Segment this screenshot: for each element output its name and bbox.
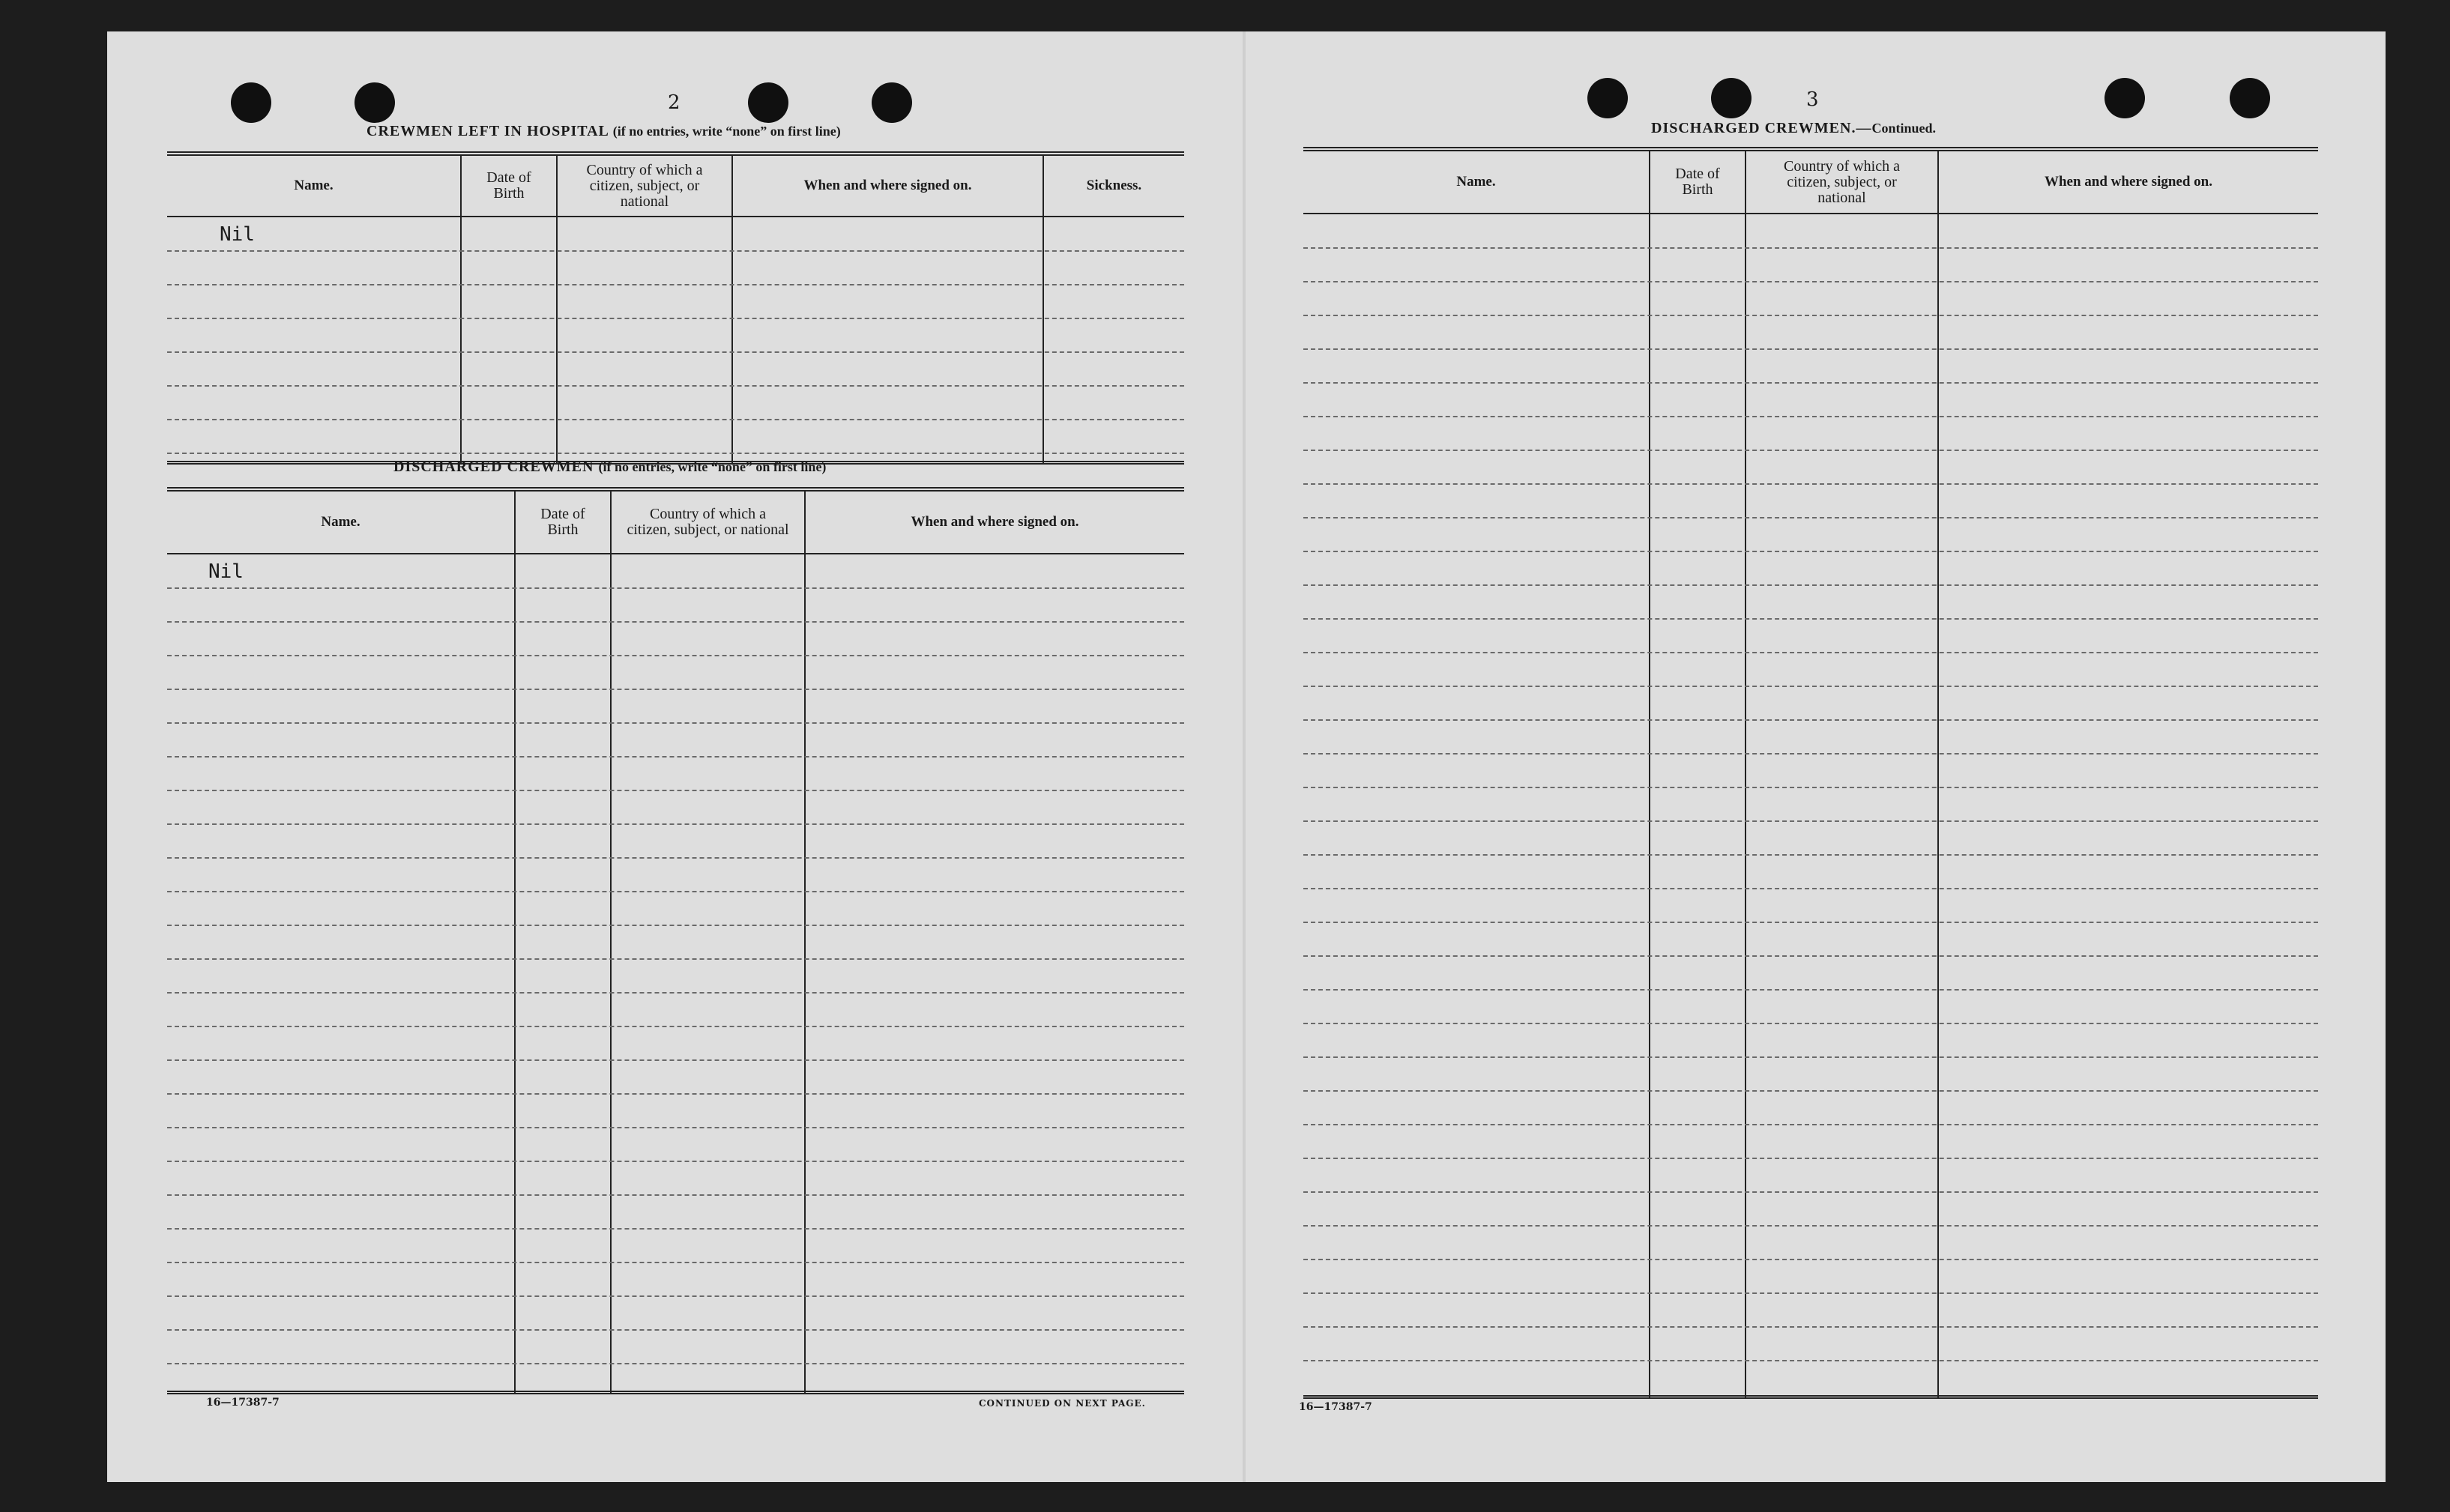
col-country: Country of which a citizen, subject, or national bbox=[1784, 157, 1900, 206]
page-2 bbox=[107, 31, 1243, 1482]
discharged-title-note: (if no entries, write “none” on first line) bbox=[598, 459, 827, 474]
punch-hole bbox=[872, 82, 912, 123]
right-section-title bbox=[1651, 120, 1936, 137]
col-date-of-birth: Date of Birth bbox=[540, 506, 585, 538]
hospital-title-note: (if no entries, write “none” on first line) bbox=[612, 124, 841, 139]
col-country: Country of which a citizen, subject, or national bbox=[627, 506, 789, 538]
discharged-section-title bbox=[393, 459, 826, 476]
hospital-title-text: CREWMEN LEFT IN HOSPITAL bbox=[366, 123, 609, 139]
discharged-continued-rows bbox=[1303, 213, 2318, 1399]
col-signed-on: When and where signed on. bbox=[2044, 174, 2212, 190]
col-name: Name. bbox=[321, 514, 360, 530]
discharged-first-entry: Nil bbox=[208, 560, 244, 583]
page-number: 3 bbox=[1806, 88, 1819, 111]
form-number: 16—17387-7 bbox=[1299, 1401, 1372, 1413]
page-3 bbox=[1246, 31, 2386, 1482]
punch-hole bbox=[1711, 78, 1751, 118]
document-sheet bbox=[107, 31, 2386, 1482]
col-sickness: Sickness. bbox=[1086, 178, 1142, 194]
discharged-table bbox=[167, 487, 1184, 1394]
hospital-first-entry: Nil bbox=[220, 223, 255, 246]
col-date-of-birth: Date of Birth bbox=[486, 169, 531, 202]
right-title-text: DISCHARGED CREWMEN.— bbox=[1651, 120, 1872, 136]
col-date-of-birth: Date of Birth bbox=[1675, 166, 1720, 198]
discharged-continued-table bbox=[1303, 147, 2318, 1399]
hospital-table-rows bbox=[167, 216, 1184, 465]
discharged-continued-header bbox=[1303, 151, 2318, 214]
hospital-section-title bbox=[366, 123, 841, 140]
discharged-title-text: DISCHARGED CREWMEN bbox=[393, 459, 594, 475]
page-fold bbox=[1243, 31, 1246, 1482]
punch-hole bbox=[354, 82, 395, 123]
page-number: 2 bbox=[668, 91, 681, 114]
col-name: Name. bbox=[294, 178, 334, 194]
right-title-suffix: Continued. bbox=[1871, 121, 1936, 136]
form-number: 16—17387-7 bbox=[206, 1397, 280, 1409]
hospital-table-header bbox=[167, 156, 1184, 217]
continued-note: CONTINUED ON NEXT PAGE. bbox=[979, 1398, 1146, 1409]
punch-hole bbox=[1587, 78, 1628, 118]
col-country: Country of which a citizen, subject, or national bbox=[586, 161, 703, 210]
punch-hole bbox=[748, 82, 788, 123]
discharged-table-header bbox=[167, 492, 1184, 554]
hospital-table bbox=[167, 151, 1184, 465]
punch-hole bbox=[2104, 78, 2145, 118]
col-signed-on: When and where signed on. bbox=[803, 178, 972, 194]
punch-hole bbox=[231, 82, 271, 123]
discharged-table-rows bbox=[167, 553, 1184, 1394]
punch-hole bbox=[2230, 78, 2270, 118]
col-name: Name. bbox=[1456, 174, 1496, 190]
col-signed-on: When and where signed on. bbox=[911, 514, 1079, 530]
